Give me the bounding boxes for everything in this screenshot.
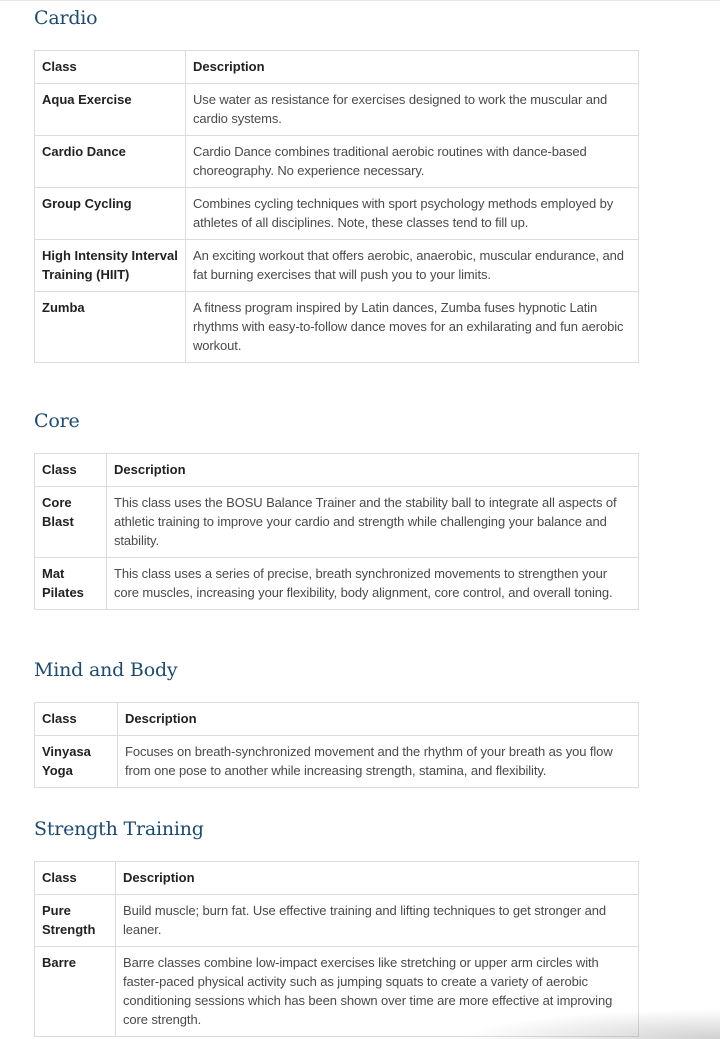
table-row bbox=[35, 895, 639, 947]
section-title-strength-training: Strength Training bbox=[34, 818, 204, 840]
column-header-class: Class bbox=[35, 51, 186, 84]
column-header-description: Description bbox=[118, 703, 639, 736]
table-row bbox=[35, 487, 639, 558]
class-description: This class uses a series of precise, breath synchronized movements to strengthen your core muscles, increasing your flexibility, body alignment, core control, and overall toning. bbox=[107, 558, 639, 610]
section-title-mind-and-body: Mind and Body bbox=[34, 659, 178, 681]
table-header-row bbox=[35, 703, 639, 736]
table-row bbox=[35, 736, 639, 788]
class-description: An exciting workout that offers aerobic, anaerobic, muscular endurance, and fat burning exercises that will push you to your limits. bbox=[186, 240, 639, 292]
column-header-description: Description bbox=[107, 454, 639, 487]
bottom-shadow bbox=[460, 1009, 720, 1039]
class-name: Core Blast bbox=[35, 487, 107, 558]
class-name: Zumba bbox=[35, 292, 186, 363]
column-header-class: Class bbox=[35, 454, 107, 487]
class-name: Mat Pilates bbox=[35, 558, 107, 610]
table-row bbox=[35, 84, 639, 136]
class-name: Vinyasa Yoga bbox=[35, 736, 118, 788]
class-description: Build muscle; burn fat. Use effective training and lifting techniques to get stronger and leaner. bbox=[116, 895, 639, 947]
class-description: This class uses the BOSU Balance Trainer and the stability ball to integrate all aspects of athletic training to improve your cardio and strength while challenging your balance and stability. bbox=[107, 487, 639, 558]
class-name: High Intensity Interval Training (HIIT) bbox=[35, 240, 186, 292]
section-title-cardio: Cardio bbox=[34, 7, 98, 29]
section-title-core: Core bbox=[34, 410, 80, 432]
class-name: Aqua Exercise bbox=[35, 84, 186, 136]
column-header-description: Description bbox=[186, 51, 639, 84]
table-header-row bbox=[35, 454, 639, 487]
class-name: Pure Strength bbox=[35, 895, 116, 947]
column-header-class: Class bbox=[35, 703, 118, 736]
table-row bbox=[35, 292, 639, 363]
class-name: Barre bbox=[35, 947, 116, 1037]
table-row bbox=[35, 240, 639, 292]
column-header-class: Class bbox=[35, 862, 116, 895]
mind-and-body-table bbox=[34, 702, 639, 788]
class-description: A fitness program inspired by Latin dances, Zumba fuses hypnotic Latin rhythms with easy-to-follow dance moves for an exhilarating and fun aerobic workout. bbox=[186, 292, 639, 363]
class-description: Focuses on breath-synchronized movement and the rhythm of your breath as you flow from one pose to another while increasing strength, stamina, and flexibility. bbox=[118, 736, 639, 788]
class-description: Cardio Dance combines traditional aerobic routines with dance-based choreography. No experience necessary. bbox=[186, 136, 639, 188]
cardio-table bbox=[34, 50, 639, 363]
core-table bbox=[34, 453, 639, 610]
table-header-row bbox=[35, 862, 639, 895]
class-name: Group Cycling bbox=[35, 188, 186, 240]
table-header-row bbox=[35, 51, 639, 84]
class-description: Barre classes combine low-impact exercises like stretching or upper arm circles with faster-paced physical activity such as jumping squats to create a variety of aerobic conditioning sessions which has been shown over time are more effective at improving core strength. bbox=[116, 947, 639, 1037]
class-description: Use water as resistance for exercises designed to work the muscular and cardio systems. bbox=[186, 84, 639, 136]
class-name: Cardio Dance bbox=[35, 136, 186, 188]
table-row bbox=[35, 188, 639, 240]
table-row bbox=[35, 558, 639, 610]
class-description: Combines cycling techniques with sport psychology methods employed by athletes of all disciplines. Note, these classes tend to fill up. bbox=[186, 188, 639, 240]
table-row bbox=[35, 136, 639, 188]
column-header-description: Description bbox=[116, 862, 639, 895]
